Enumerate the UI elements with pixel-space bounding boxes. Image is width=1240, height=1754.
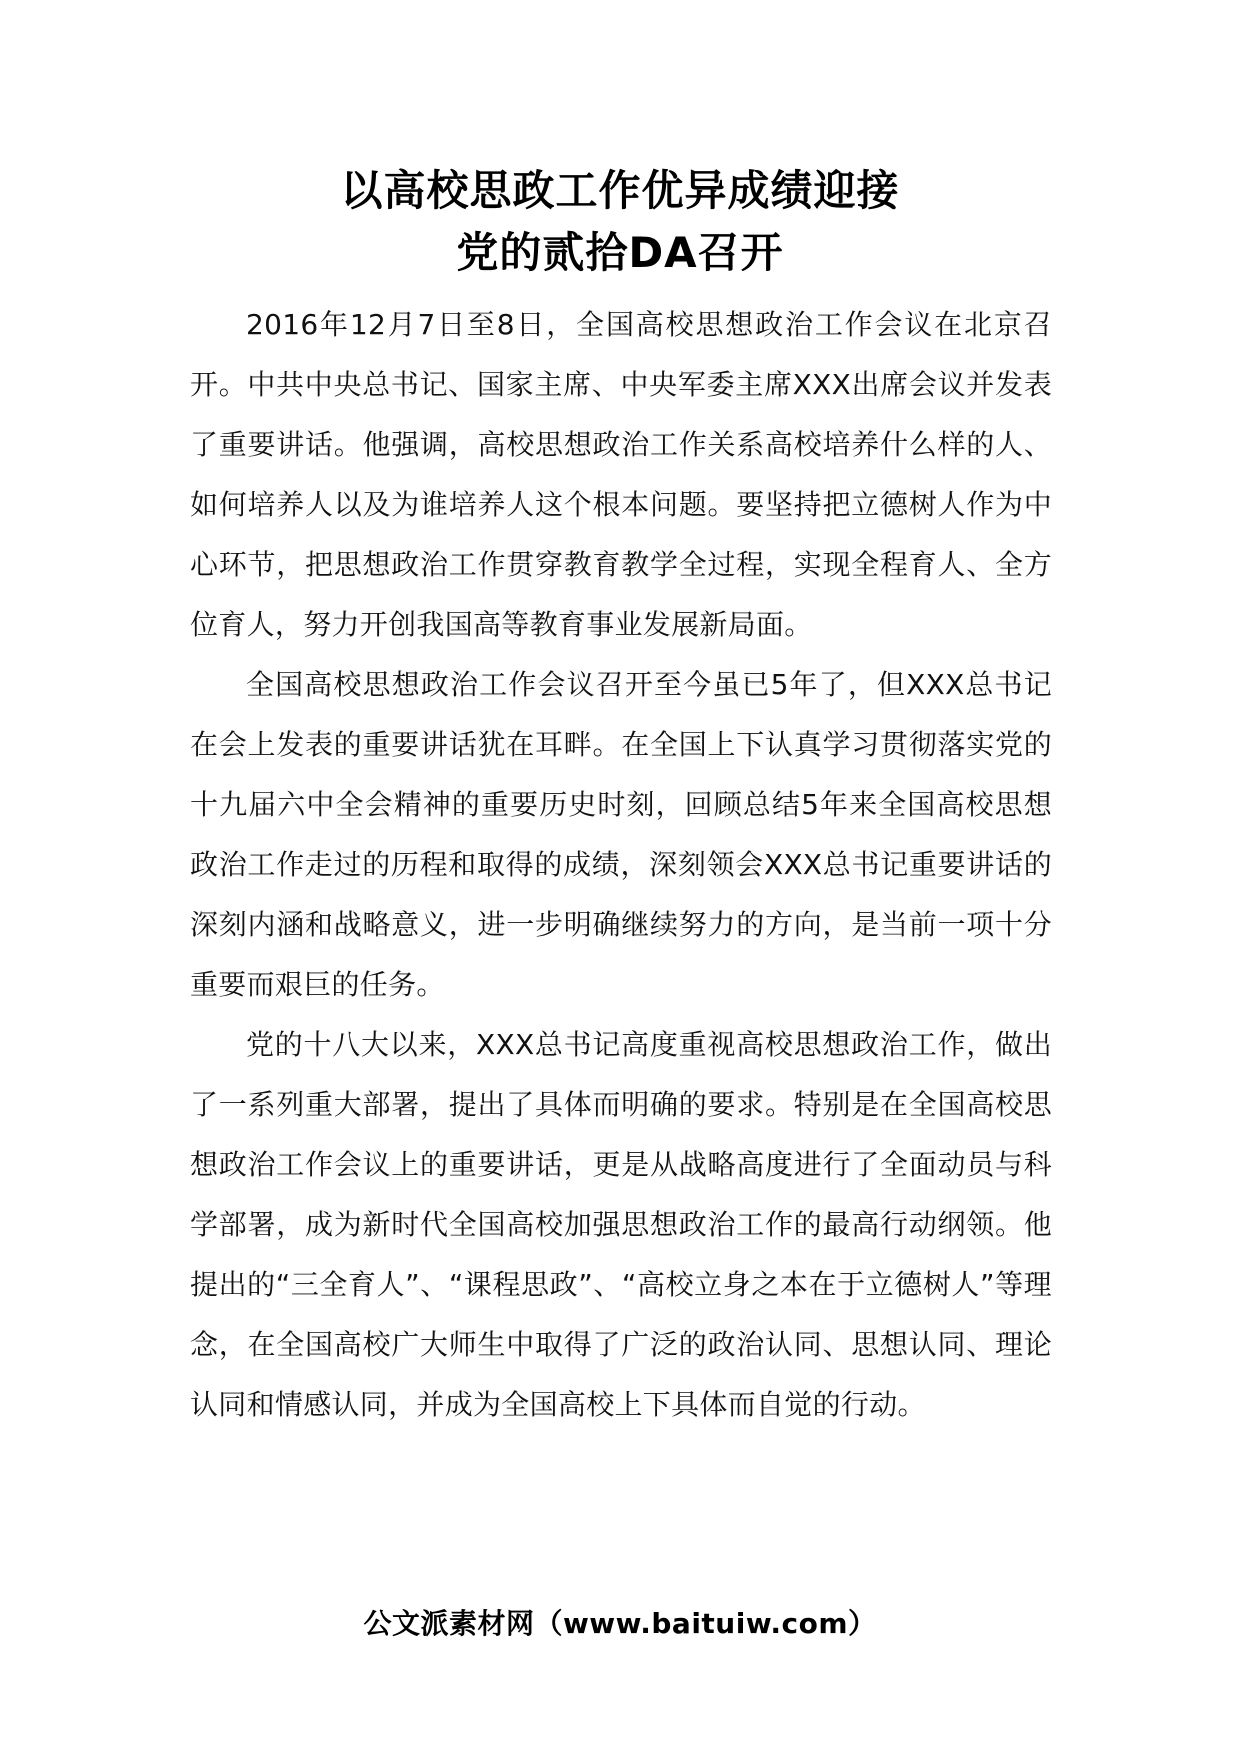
- document-body: [190, 295, 1052, 1435]
- source-footer: 公文派素材网（www.baituiw.com）: [363, 1607, 877, 1640]
- document-title: [0, 160, 1240, 284]
- paragraph-2: 全国高校思想政治工作会议召开至今虽已5年了，但XXX总书记在会上发表的重要讲话犹在耳畔。在全国上下认真学习贯彻落实党的十九届六中全会精神的重要历史时刻，回顾总结5年来全国高校思想政治工作走过的历程和取得的成绩，深刻领会XXX总书记重要讲话的深刻内涵和战略意义，进一步明确继续努力的方向，是当前一项十分重要而艰巨的任务。: [190, 668, 1052, 1001]
- title-line-1: 以高校思政工作优异成绩迎接: [340, 166, 900, 215]
- paragraph-3: 党的十八大以来，XXX总书记高度重视高校思想政治工作，做出了一系列重大部署，提出了具体而明确的要求。特别是在全国高校思想政治工作会议上的重要讲话，更是从战略高度进行了全面动员与科学部署，成为新时代全国高校加强思想政治工作的最高行动纲领。他提出的“三全育人”、“课程思政”、“高校立身之本在于立德树人”等理念，在全国高校广大师生中取得了广泛的政治认同、思想认同、理论认同和情感认同，并成为全国高校上下具体而自觉的行动。: [190, 1028, 1052, 1421]
- paragraph-1: 2016年12月7日至8日，全国高校思想政治工作会议在北京召开。中共中央总书记、国家主席、中央军委主席XXX出席会议并发表了重要讲话。他强调，高校思想政治工作关系高校培养什么样的人、如何培养人以及为谁培养人这个根本问题。要坚持把立德树人作为中心环节，把思想政治工作贯穿教育教学全过程，实现全程育人、全方位育人，努力开创我国高等教育事业发展新局面。: [190, 308, 1052, 641]
- title-line-2: 党的贰拾DA召开: [456, 228, 784, 277]
